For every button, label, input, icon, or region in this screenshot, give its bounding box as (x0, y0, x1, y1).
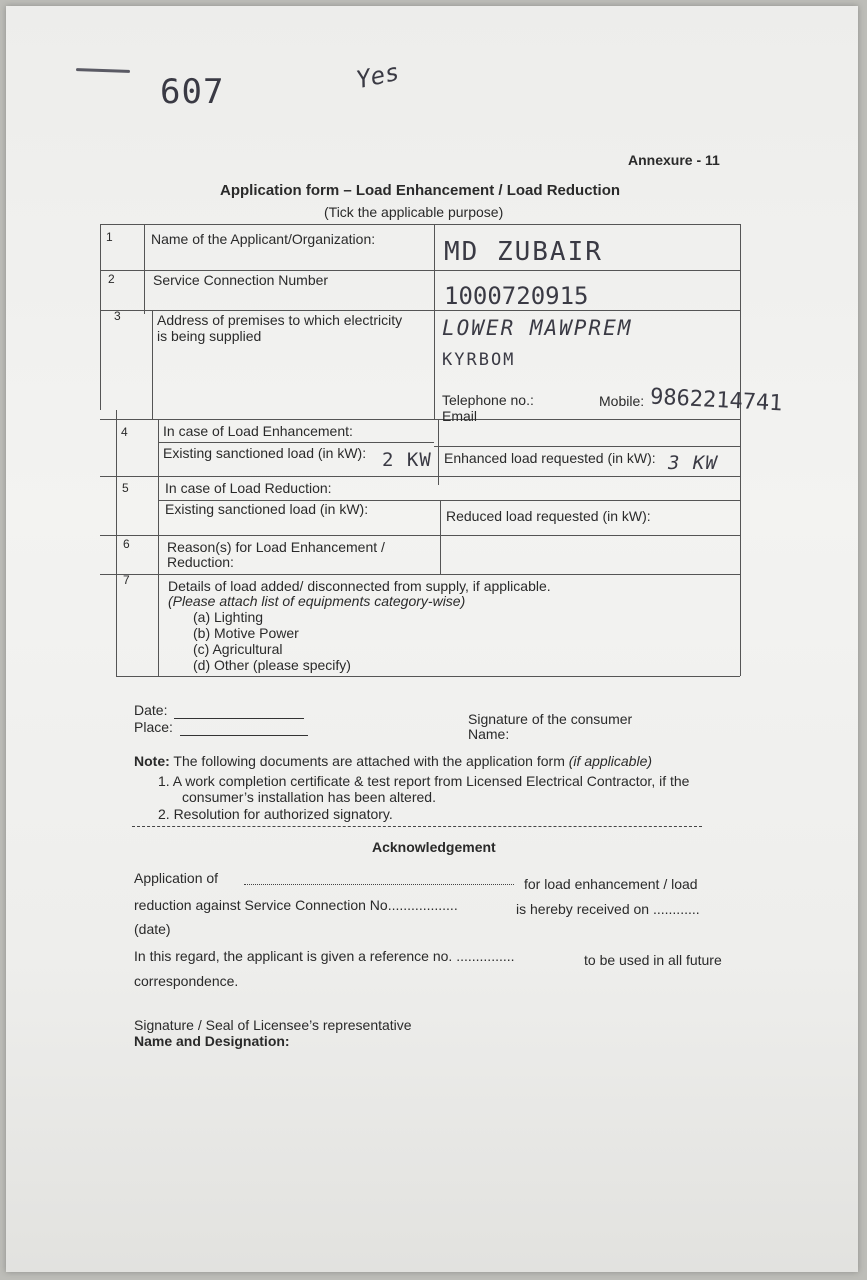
load-details-line1: Details of load added/ disconnected from supply, if applicable. (168, 578, 551, 594)
note-text: The following documents are attached with the application form (173, 753, 565, 769)
name-designation-label: Name and Designation: (134, 1033, 290, 1049)
ack-date-label: (date) (134, 921, 171, 937)
consumer-signature-label: Signature of the consumer (468, 711, 633, 727)
load-item-lighting: (a) Lighting (193, 609, 264, 625)
address-value-line1: LOWER MAWPREM (442, 316, 633, 340)
row-number-4: 4 (121, 425, 128, 439)
ack-line1-end: for load enhancement / load (524, 876, 698, 892)
ack-line4-end: to be used in all future (584, 952, 722, 968)
load-details-line2: (Please attach list of equipments category-wise) (168, 593, 466, 609)
note-item-1-line1: 1. A work completion certificate & test report from Licensed Electrical Contractor, if the (158, 773, 690, 789)
row-number-7: 7 (123, 573, 130, 587)
row-number-2: 2 (108, 272, 115, 286)
cut-line (132, 826, 702, 827)
load-item-motive-power: (b) Motive Power (193, 625, 299, 641)
load-item-other: (d) Other (please specify) (193, 657, 351, 673)
ack-applicant-blank (244, 884, 514, 885)
ack-line2-end: is hereby received on ............ (516, 901, 700, 917)
existing-load-label-red: Existing sanctioned load (in kW): (165, 501, 369, 517)
applicant-name-label: Name of the Applicant/Organization: (151, 231, 376, 247)
enhanced-load-label: Enhanced load requested (in kW): (444, 450, 656, 466)
consumer-name-label: Name: (468, 726, 510, 742)
date-label: Date: (134, 702, 168, 718)
licensee-signature-label: Signature / Seal of Licensee’s representative (134, 1017, 412, 1033)
annexure-label: Annexure - 11 (628, 152, 720, 168)
ack-line1-start: Application of (134, 870, 219, 886)
address-label-line2: is being supplied (157, 328, 262, 344)
note-line (134, 753, 652, 769)
note-item-2: 2. Resolution for authorized signatory. (158, 806, 393, 822)
telephone-label: Telephone no.: (442, 392, 534, 408)
mobile-value: 9862214741 (649, 384, 784, 417)
note-label: Note: (134, 753, 170, 769)
ack-line5: correspondence. (134, 973, 239, 989)
note-italic: (if applicable) (568, 753, 653, 769)
address-label-line1: Address of premises to which electricity (157, 312, 403, 328)
ack-line4-start: In this regard, the applicant is given a reference no. ............... (134, 948, 515, 964)
existing-load-label-enh: Existing sanctioned load (in kW): (163, 445, 367, 461)
email-label: Email (442, 408, 478, 424)
place-blank-line (180, 735, 308, 736)
service-connection-value: 1000720915 (444, 282, 589, 310)
place-label: Place: (134, 719, 173, 735)
load-reduction-heading: In case of Load Reduction: (165, 480, 332, 496)
load-enhancement-heading: In case of Load Enhancement: (163, 423, 353, 439)
form-subtitle: (Tick the applicable purpose) (324, 204, 504, 220)
mobile-label: Mobile: (599, 393, 645, 409)
note-item-1-line2: consumer’s installation has been altered. (182, 789, 436, 805)
reason-label-line2: Reduction: (167, 554, 234, 570)
handwritten-mark: Yes (353, 57, 402, 95)
service-connection-label: Service Connection Number (153, 272, 329, 288)
reason-label-line1: Reason(s) for Load Enhancement / (167, 539, 385, 555)
existing-load-value: 2 KW (382, 449, 432, 471)
reduced-load-label: Reduced load requested (in kW): (446, 508, 651, 524)
row-number-3: 3 (114, 309, 121, 323)
handwritten-number: 607 (160, 72, 225, 112)
row-number-6: 6 (123, 537, 130, 551)
applicant-name-value: MD ZUBAIR (444, 237, 603, 267)
date-blank-line (174, 718, 304, 719)
acknowledgement-title: Acknowledgement (372, 839, 496, 855)
load-item-agricultural: (c) Agricultural (193, 641, 283, 657)
paper-sheet (6, 6, 858, 1272)
pen-stroke (76, 68, 130, 73)
form-title: Application form – Load Enhancement / Load Reduction (220, 182, 621, 199)
enhanced-load-value: 3 KW (668, 452, 718, 474)
ack-line2-start: reduction against Service Connection No.................. (134, 897, 458, 913)
address-value-line2: KYRBOM (442, 350, 516, 370)
row-number-1: 1 (106, 230, 113, 244)
row-number-5: 5 (122, 481, 129, 495)
